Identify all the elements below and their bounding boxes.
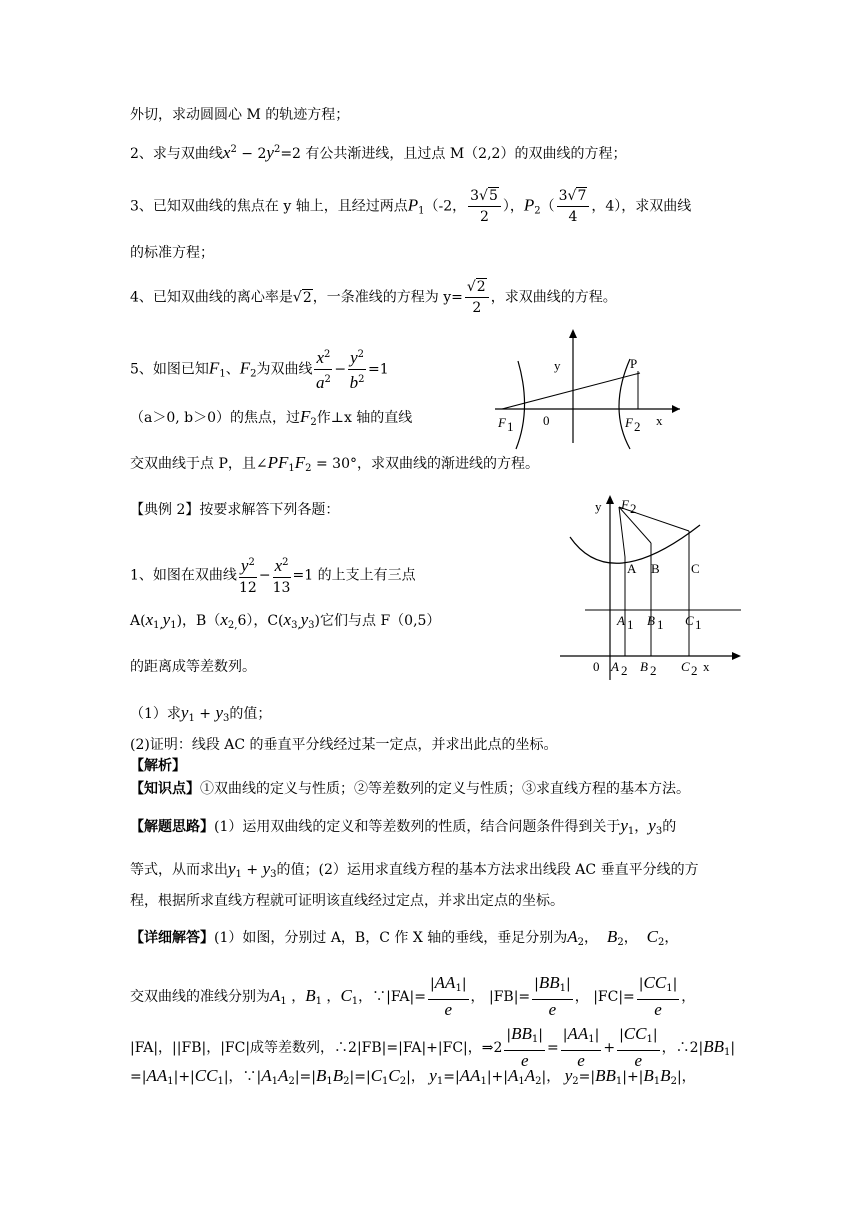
label-c: C bbox=[691, 561, 700, 576]
text-line-17: 【解题思路】(1）运用双曲线的定义和等差数列的性质，结合问题条件得到关于$y_1$，$y_3$的 bbox=[130, 816, 677, 837]
label-b2-sub: 2 bbox=[650, 663, 657, 678]
x-axis-arrow-icon bbox=[672, 405, 680, 413]
x-axis-arrow-icon bbox=[732, 652, 741, 660]
text-line-19: 程，根据所求直线方程就可证明该直线经过定点，并求出定点的坐标。 bbox=[130, 893, 564, 909]
label-x: x bbox=[656, 413, 663, 428]
label-y: y bbox=[595, 499, 602, 514]
text-line-11: $A(x_{1,}y_1)$，$B(x_{2,}6)$，$C(x_{3,}y_3)$它们与点 F（0,5） bbox=[130, 610, 441, 631]
text-line-23: $=|AA_1|+|CC_1|$，$\because|A_1A_2|=|B_1B_2|=|C_1C_2|$， $y_1=|AA_1|+|A_1A_2|$， $y_2=|BB_1|+|B_1B_2|$， bbox=[130, 1066, 696, 1087]
label-b1-sub: 1 bbox=[657, 617, 664, 632]
text-line-18: 等式，从而求出$y_1 + y_3$的值；(2）运用求直线方程的基本方法求出线段 AC 垂直平分线的方 bbox=[130, 859, 699, 880]
label-f2: F bbox=[621, 497, 629, 512]
hyperbola-figure-1 bbox=[480, 325, 695, 450]
label-c1-sub: 1 bbox=[695, 617, 702, 632]
text-line-4: 的标准方程； bbox=[130, 245, 214, 261]
label-c2: C bbox=[681, 659, 690, 674]
text-line-10: 1、如图在双曲线 $\frac{y^2}{12}$ − $\frac{x^2}{13}$ =1 的上支上有三点 bbox=[130, 553, 416, 598]
label-f2-sub: 2 bbox=[634, 419, 641, 434]
label-a1: A bbox=[617, 613, 625, 628]
text-line-7: （a＞0, b＞0）的焦点，过$F_2$作⊥x 轴的直线 bbox=[130, 407, 413, 428]
label-f1: F bbox=[498, 415, 506, 430]
text-line-13: （1）求$y_1 + y_3$的值； bbox=[130, 703, 272, 724]
text-line-1: 外切，求动圆圆心 M 的轨迹方程； bbox=[130, 107, 350, 123]
label-f2-sub: 2 bbox=[630, 501, 637, 516]
text-line-3: 3、已知双曲线的焦点在 y 轴上，且经过两点$P_1(-2$， $\frac{3√5}{2}$ ），$P_2$（ $\frac{3√7}{4}$ ，4），求双曲线 bbox=[130, 188, 692, 225]
text-line-5: 4、已知双曲线的离心率是√2，一条准线的方程为 y= $\frac{√2}{2}$ ，求双曲线的方程。 bbox=[130, 279, 617, 316]
text-line-22: |FA|，||FB|，|FC|成等差数列，∴2|FB|=|FA|+|FC|，⇒2 $\frac{|BB_1|}{e}$ = $\frac{|AA_1|}{e}$ + $\frac{|CC_1|}{e}$ ，$\therefore 2|BB_1|$ bbox=[130, 1024, 736, 1070]
text-line-8: 交双曲线于点 P，且$\angle PF_1F_2 = 30^\circ$，求双曲线的渐进线的方程。 bbox=[130, 453, 539, 474]
label-b1: B bbox=[647, 613, 655, 628]
upper-branch bbox=[570, 525, 700, 563]
hyperbola-figure-2 bbox=[555, 485, 755, 685]
y-axis-arrow-icon bbox=[606, 495, 614, 504]
text-line-16: 【知识点】①双曲线的定义与性质；②等差数列的定义与性质；③求直线方程的基本方法。 bbox=[130, 781, 690, 797]
right-branch bbox=[619, 359, 630, 449]
label-b: B bbox=[651, 561, 660, 576]
label-origin: 0 bbox=[593, 659, 600, 674]
label-p: P bbox=[630, 356, 638, 371]
label-b2: B bbox=[640, 659, 648, 674]
label-origin: 0 bbox=[543, 413, 550, 428]
label-c1: C bbox=[685, 613, 694, 628]
label-a2-sub: 2 bbox=[621, 663, 628, 678]
label-c2-sub: 2 bbox=[691, 663, 698, 678]
label-x: x bbox=[703, 659, 710, 674]
text-line-12: 的距离成等差数列。 bbox=[130, 659, 256, 675]
text-line-2: 2、求与双曲线$x^2 - 2y^2=2$ 有公共渐进线，且过点 M（2,2）的双曲线的方程； bbox=[130, 143, 627, 162]
text-line-9: 【典例 2】按要求解答下列各题： bbox=[130, 502, 340, 518]
text-line-21: 交双曲线的准线分别为$A_1$ ，$B_1$ ，$C_1$，∵|FA|= $\frac{|AA_1|}{e}$ ， |FB|= $\frac{|BB_1|}{e}$ ， |FC|= $\frac{|CC_1|}{e}$ ， bbox=[130, 973, 696, 1019]
text-line-6: 5、如图已知$F_1$、$F_2$为双曲线 $\frac{x^2}{a^2}$ − $\frac{y^2}{b^2}$ =1 bbox=[130, 345, 389, 394]
label-y: y bbox=[554, 358, 561, 373]
line-f-a bbox=[619, 507, 625, 557]
label-f1-sub: 1 bbox=[507, 419, 514, 434]
label-a: A bbox=[627, 561, 637, 576]
y-axis-arrow-icon bbox=[569, 329, 577, 338]
label-f2: F bbox=[625, 415, 633, 430]
section-heading-analysis: 【解析】 bbox=[130, 758, 186, 774]
label-a2: A bbox=[611, 659, 619, 674]
label-a1-sub: 1 bbox=[627, 617, 634, 632]
text-line-20: 【详细解答】(1）如图，分别过 A，B，C 作 X 轴的垂线，垂足分别为$A_2$， $B_2$， $C_2$， bbox=[130, 927, 679, 948]
text-line-14: (2)证明：线段 AC 的垂直平分线经过某一定点，并求出此点的坐标。 bbox=[130, 737, 558, 753]
